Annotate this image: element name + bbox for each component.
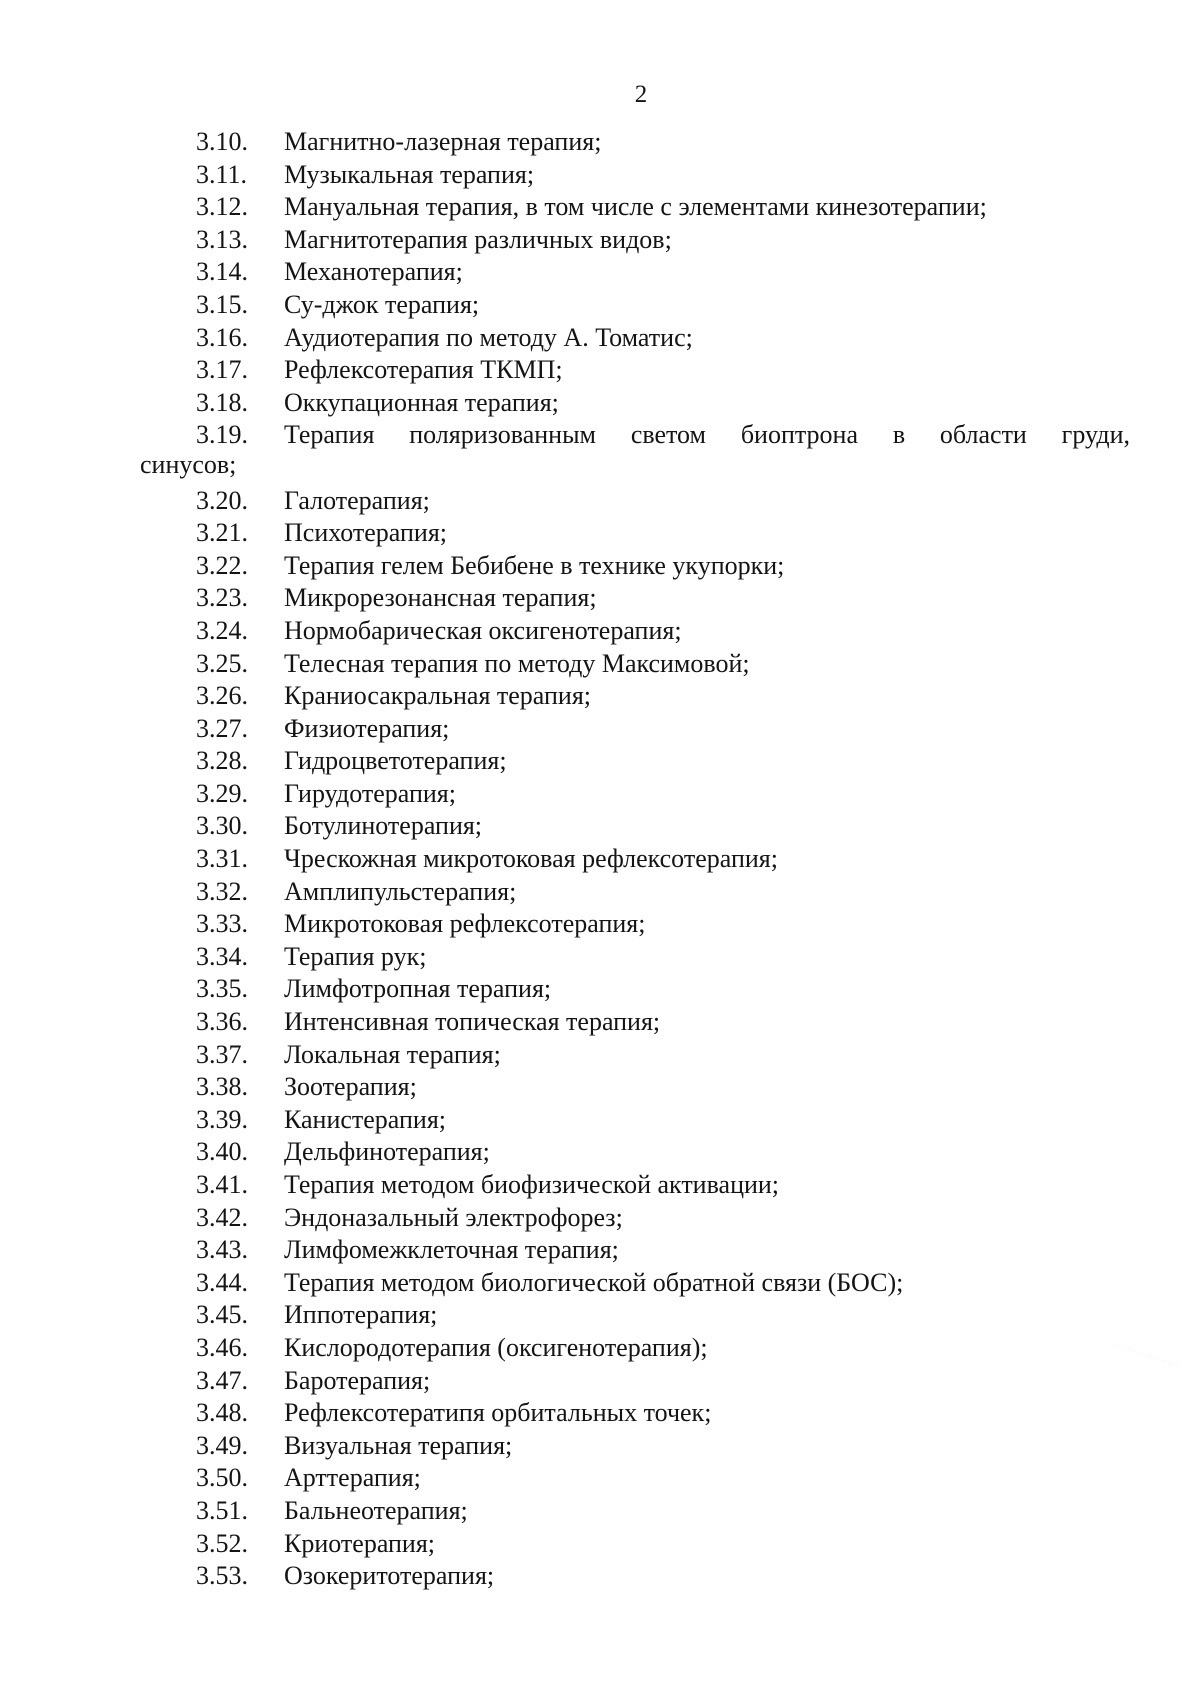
list-item — [0, 1202, 1200, 1235]
item-number: 3.18. — [196, 387, 248, 417]
list-item — [0, 289, 1200, 322]
item-number: 3.17. — [196, 355, 248, 385]
item-number: 3.12. — [196, 192, 248, 222]
item-number: 3.51. — [196, 1495, 248, 1525]
list-item — [0, 680, 1200, 713]
list-item — [0, 1462, 1200, 1495]
therapy-list — [0, 126, 1200, 1593]
list-item — [0, 191, 1200, 224]
item-text: Гидроцветотерапия; — [284, 746, 507, 776]
item-text: Баротерапия; — [284, 1365, 431, 1395]
item-number: 3.21. — [196, 518, 248, 548]
list-item — [0, 419, 1200, 484]
item-number: 3.15. — [196, 289, 248, 319]
list-item — [0, 485, 1200, 518]
item-number: 3.23. — [196, 583, 248, 613]
list-item — [0, 1104, 1200, 1137]
scan-artifact — [1112, 1340, 1182, 1370]
list-item — [0, 1495, 1200, 1528]
item-text: Терапия методом биологической обратной связи (БОС); — [284, 1267, 904, 1297]
list-item — [0, 778, 1200, 811]
item-number: 3.38. — [196, 1072, 248, 1102]
item-number: 3.40. — [196, 1137, 248, 1167]
item-number: 3.19. — [196, 420, 248, 450]
item-number: 3.32. — [196, 876, 248, 906]
item-number: 3.34. — [196, 941, 248, 971]
item-text: Гирудотерапия; — [284, 778, 456, 808]
list-item — [0, 1332, 1200, 1365]
item-number: 3.31. — [196, 844, 248, 874]
list-item — [0, 810, 1200, 843]
item-number: 3.36. — [196, 1007, 248, 1037]
item-number: 3.10. — [196, 127, 248, 156]
item-text: Рефлексотерапия ТКМП; — [284, 355, 563, 385]
list-item — [0, 648, 1200, 681]
list-item — [0, 550, 1200, 583]
list-item — [0, 941, 1200, 974]
item-text: Оккупационная терапия; — [284, 387, 559, 417]
item-number: 3.46. — [196, 1332, 248, 1362]
item-number: 3.28. — [196, 746, 248, 776]
item-text: Канистерапия; — [284, 1104, 447, 1134]
item-text: Чрескожная микротоковая рефлексотерапия; — [284, 844, 778, 874]
item-number: 3.22. — [196, 550, 248, 580]
item-number: 3.24. — [196, 615, 248, 645]
item-number: 3.27. — [196, 713, 248, 743]
item-number: 3.20. — [196, 485, 248, 515]
list-item — [0, 159, 1200, 192]
item-text: Лимфотропная терапия; — [284, 974, 552, 1004]
item-text-continuation: синусов; — [140, 450, 237, 480]
item-number: 3.16. — [196, 322, 248, 352]
item-text: Арттерапия; — [284, 1463, 421, 1493]
item-text: Мануальная терапия, в том числе с элементами кинезотерапии; — [284, 192, 987, 222]
list-item — [0, 1006, 1200, 1039]
item-text: Музыкальная терапия; — [284, 159, 535, 189]
item-text: Дельфинотерапия; — [284, 1137, 490, 1167]
list-item — [0, 517, 1200, 550]
item-number: 3.11. — [196, 159, 248, 189]
item-number: 3.37. — [196, 1039, 248, 1069]
item-text: Интенсивная топическая терапия; — [284, 1007, 661, 1037]
item-text: Эндоназальный электрофорез; — [284, 1202, 623, 1232]
item-text: Терапия гелем Бебибене в технике укупорки; — [284, 550, 785, 580]
item-number: 3.41. — [196, 1170, 248, 1199]
item-number: 3.48. — [196, 1398, 248, 1428]
item-number: 3.50. — [196, 1463, 248, 1493]
item-text: Су-джок терапия; — [284, 289, 480, 319]
item-number: 3.29. — [196, 778, 248, 808]
list-item — [0, 1430, 1200, 1463]
list-item — [0, 1039, 1200, 1072]
list-item — [0, 1267, 1200, 1300]
list-item — [0, 322, 1200, 355]
item-text: Локальная терапия; — [284, 1039, 501, 1069]
item-number: 3.45. — [196, 1300, 248, 1330]
item-text: Кислородотерапия (оксигенотерапия); — [284, 1332, 708, 1362]
item-text: Галотерапия; — [284, 485, 430, 515]
item-text: Магнитотерапия различных видов; — [284, 224, 672, 254]
list-item — [0, 582, 1200, 615]
item-text: Криотерапия; — [284, 1528, 436, 1558]
item-text: Амплипульстерапия; — [284, 876, 517, 906]
list-item — [0, 1071, 1200, 1104]
list-item — [0, 1397, 1200, 1430]
list-item — [0, 843, 1200, 876]
list-item — [0, 713, 1200, 746]
item-text: Психотерапия; — [284, 518, 448, 548]
list-item — [0, 615, 1200, 648]
list-item — [0, 1528, 1200, 1561]
list-item — [0, 1365, 1200, 1398]
item-text: Рефлексотератипя орбитальных точек; — [284, 1398, 712, 1428]
list-item — [0, 387, 1200, 420]
item-text: Микротоковая рефлексотерапия; — [284, 909, 646, 939]
page-number: 2 — [634, 81, 648, 108]
item-number: 3.26. — [196, 681, 248, 711]
item-number: 3.35. — [196, 974, 248, 1004]
item-text: Телесная терапия по методу Максимовой; — [284, 648, 750, 678]
item-text: Терапия методом биофизической активации; — [284, 1170, 780, 1199]
list-item — [0, 224, 1200, 257]
item-number: 3.33. — [196, 909, 248, 939]
item-text: Зоотерапия; — [284, 1072, 417, 1102]
item-number: 3.39. — [196, 1104, 248, 1134]
list-item — [0, 1560, 1200, 1593]
item-text: Лимфомежклеточная терапия; — [284, 1235, 619, 1265]
list-item — [0, 1299, 1200, 1332]
list-item — [0, 876, 1200, 909]
item-text: Краниосакральная терапия; — [284, 681, 592, 711]
list-item — [0, 354, 1200, 387]
item-number: 3.14. — [196, 257, 248, 287]
item-text: Терапия поляризованным светом биоптрона в области груди, — [284, 420, 1130, 450]
list-item — [0, 908, 1200, 941]
item-text: Визуальная терапия; — [284, 1430, 513, 1460]
item-text: Физиотерапия; — [284, 713, 450, 743]
item-text: Микрорезонансная терапия; — [284, 583, 597, 613]
list-item — [0, 973, 1200, 1006]
item-number: 3.25. — [196, 648, 248, 678]
list-item — [0, 256, 1200, 289]
list-item — [0, 1169, 1200, 1202]
list-item — [0, 1234, 1200, 1267]
item-text: Аудиотерапия по методу А. Томатис; — [284, 322, 693, 352]
item-number: 3.44. — [196, 1267, 248, 1297]
item-text: Нормобарическая оксигенотерапия; — [284, 615, 682, 645]
item-number: 3.43. — [196, 1235, 248, 1265]
item-number: 3.42. — [196, 1202, 248, 1232]
item-text: Озокеритотерапия; — [284, 1561, 495, 1591]
item-number: 3.13. — [196, 224, 248, 254]
item-text: Терапия рук; — [284, 941, 427, 971]
item-number: 3.53. — [196, 1561, 248, 1591]
item-text: Иппотерапия; — [284, 1300, 438, 1330]
item-number: 3.52. — [196, 1528, 248, 1558]
item-number: 3.47. — [196, 1365, 248, 1395]
list-item — [0, 745, 1200, 778]
item-text: Ботулинотерапия; — [284, 811, 483, 841]
item-text: Механотерапия; — [284, 257, 463, 287]
list-item — [0, 1136, 1200, 1169]
item-number: 3.30. — [196, 811, 248, 841]
item-text: Магнитно-лазерная терапия; — [284, 127, 602, 156]
list-item — [0, 126, 1200, 159]
item-number: 3.49. — [196, 1430, 248, 1460]
item-text: Бальнеотерапия; — [284, 1495, 468, 1525]
